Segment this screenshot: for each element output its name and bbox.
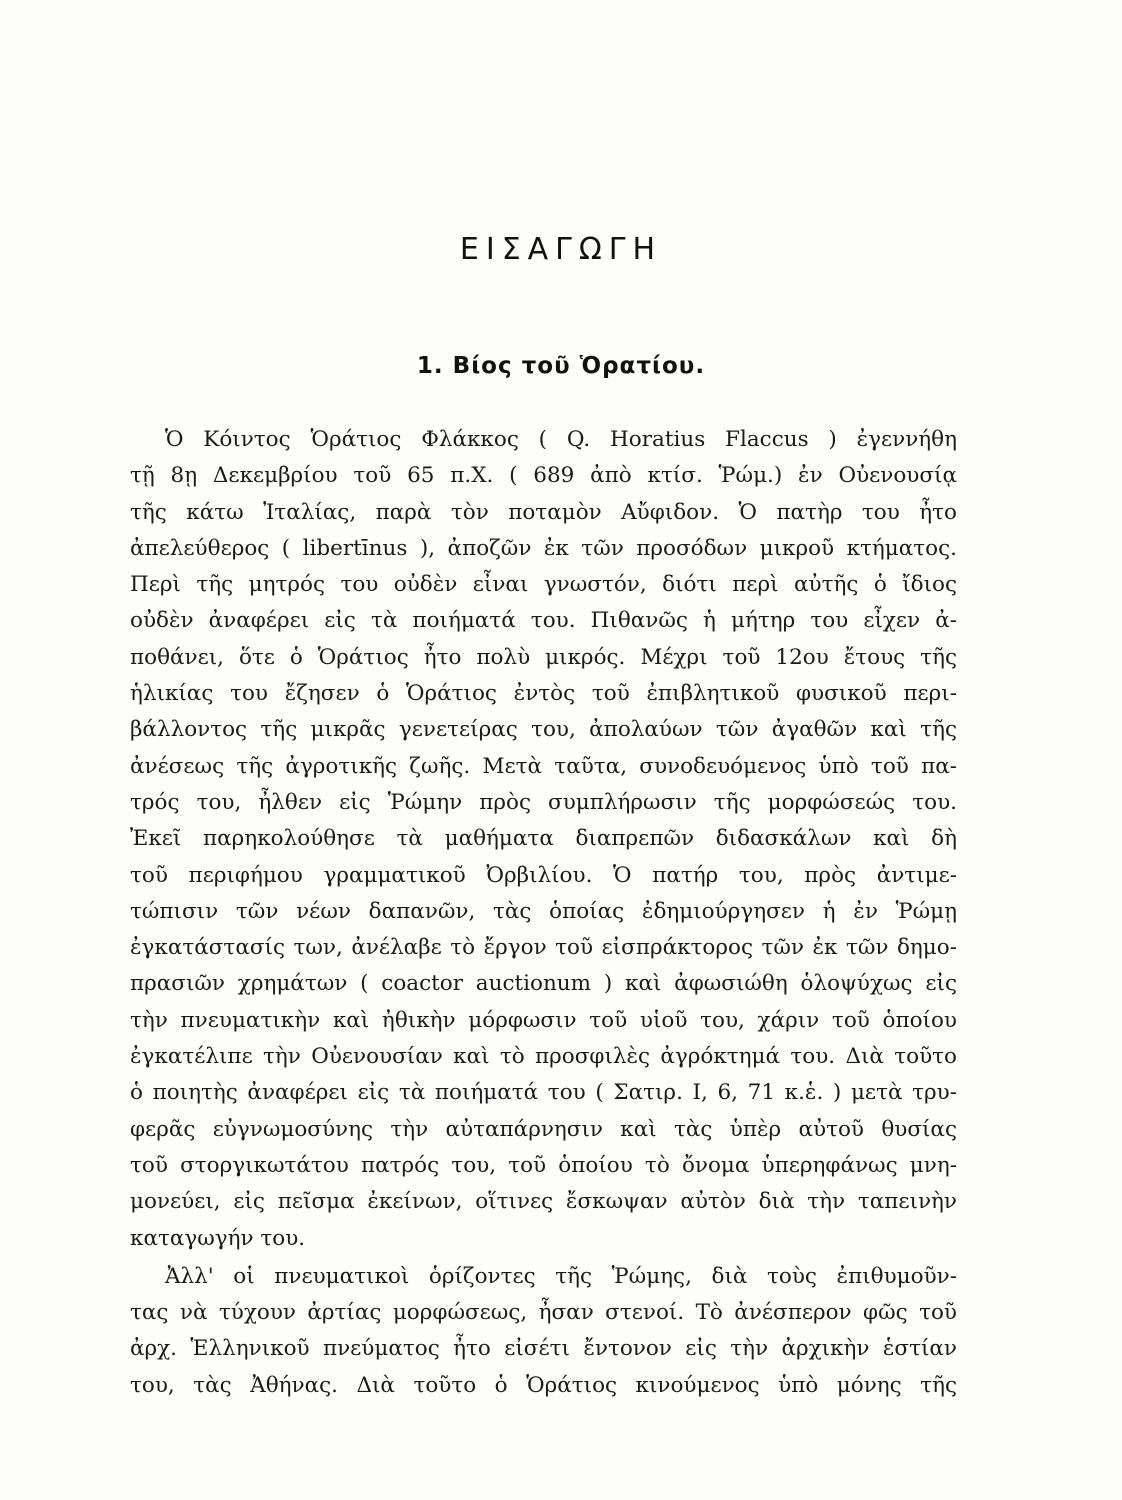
text-line: τῇ 8ῃ Δεκεμβρίου τοῦ 65 π.Χ. ( 689 ἀπὸ κτίσ. Ῥώμ.) ἐν Οὐενουσίᾳ [130, 463, 957, 489]
text-line: βάλλοντος τῆς μικρᾶς γενετείρας του, ἀπολαύων τῶν ἀγαθῶν καὶ τῆς [130, 717, 957, 743]
text-line: καταγωγήν του. [130, 1225, 306, 1251]
text-line: ἡλικίας του ἔζησεν ὁ Ὁράτιος ἐντὸς τοῦ ἐπιβλητικοῦ φυσικοῦ περι- [130, 681, 957, 707]
paragraph-1 [130, 422, 957, 1257]
text-line: ἐγκατέλιπε τὴν Οὐενουσίαν καὶ τὸ προσφιλὲς ἀγρόκτημά του. Διὰ τοῦτο [130, 1044, 957, 1070]
text-line: τῆς κάτω Ἰταλίας, παρὰ τὸν ποταμὸν Αὔφιδον. Ὁ πατὴρ του ἦτο [130, 499, 957, 525]
chapter-title: ΕΙΣΑΓΩΓΗ [459, 232, 663, 267]
body-text [130, 422, 957, 1404]
text-line: οὐδὲν ἀναφέρει εἰς τὰ ποιήματά του. Πιθανῶς ἡ μήτηρ του εἶχεν ἀ- [130, 608, 957, 634]
text-line: φερᾶς εὐγνωμοσύνης τὴν αὐταπάρνησιν καὶ τὰς ὑπὲρ αὐτοῦ θυσίας [130, 1116, 957, 1142]
section-title: 1. Βίος τοῦ Ὁρατίου. [416, 353, 706, 379]
text-line: τρός του, ἦλθεν εἰς Ῥώμην πρὸς συμπλήρωσιν τῆς μορφώσεώς του. [130, 789, 957, 815]
text-line: ἀπελεύθερος ( libertīnus ), ἀποζῶν ἐκ τῶν προσόδων μικροῦ κτήματος. [130, 535, 957, 561]
text-line: τοῦ στοργικωτάτου πατρός του, τοῦ ὁποίου τὸ ὄνομα ὑπερηφάνως μνη- [130, 1152, 957, 1178]
text-line: Ὁ Κόιντος Ὁράτιος Φλάκκος ( Q. Horatius Flaccus ) ἐγεννήθη [165, 427, 957, 452]
text-line: του, τὰς Ἀθήνας. Διὰ τοῦτο ὁ Ὁράτιος κινούμενος ὑπὸ μόνης τῆς [130, 1372, 957, 1398]
text-line: πρασιῶν χρημάτων ( coactor auctionum ) καὶ ἀφωσιώθη ὁλοψύχως εἰς [130, 971, 957, 997]
text-line: τὴν πνευματικὴν καὶ ἠθικὴν μόρφωσιν τοῦ υἱοῦ του, χάριν τοῦ ὁποίου [130, 1007, 957, 1033]
text-line: Περὶ τῆς μητρός του οὐδὲν εἶναι γνωστόν, διότι περὶ αὐτῆς ὁ ἴδιος [130, 572, 957, 598]
text-line: Ἀλλ' οἱ πνευματικοὶ ὁρίζοντες τῆς Ῥώμης, διὰ τοὺς ἐπιθυμοῦν- [165, 1263, 957, 1289]
text-line: μονεύει, εἰς πεῖσμα ἐκείνων, οἵτινες ἔσκωψαν αὐτὸν διὰ τὴν ταπεινὴν [130, 1189, 957, 1215]
text-line: ἀρχ. Ἑλληνικοῦ πνεύματος ἦτο εἰσέτι ἔντονον εἰς τὴν ἀρχικὴν ἑστίαν [130, 1336, 957, 1362]
text-line: τας νὰ τύχουν ἀρτίας μορφώσεως, ἦσαν στενοί. Τὸ ἀνέσπερον φῶς τοῦ [130, 1300, 957, 1326]
text-line: Ἐκεῖ παρηκολούθησε τὰ μαθήματα διαπρεπῶν διδασκάλων καὶ δὴ [130, 826, 957, 852]
text-line: τοῦ περιφήμου γραμματικοῦ Ὀρβιλίου. Ὁ πατήρ του, πρὸς ἀντιμε- [130, 862, 957, 888]
text-line: ἐγκατάστασίς των, ἀνέλαβε τὸ ἔργον τοῦ εἰσπράκτορος τῶν ἐκ τῶν δημο- [130, 935, 957, 961]
text-line: τώπισιν τῶν νέων δαπανῶν, τὰς ὁποίας ἐδημιούργησεν ἡ ἐν Ῥώμῃ [130, 898, 957, 924]
text-line: ποθάνει, ὅτε ὁ Ὁράτιος ἦτο πολὺ μικρός. Μέχρι τοῦ 12ου ἔτους τῆς [130, 644, 957, 670]
paragraph-2 [130, 1259, 957, 1404]
text-line: ἀνέσεως τῆς ἀγροτικῆς ζωῆς. Μετὰ ταῦτα, συνοδευόμενος ὑπὸ τοῦ πα- [130, 753, 957, 779]
text-line: ὁ ποιητὴς ἀναφέρει εἰς τὰ ποιήματά του ( Σατιρ. Ι, 6, 71 κ.ἑ. ) μετὰ τρυ- [130, 1080, 957, 1106]
